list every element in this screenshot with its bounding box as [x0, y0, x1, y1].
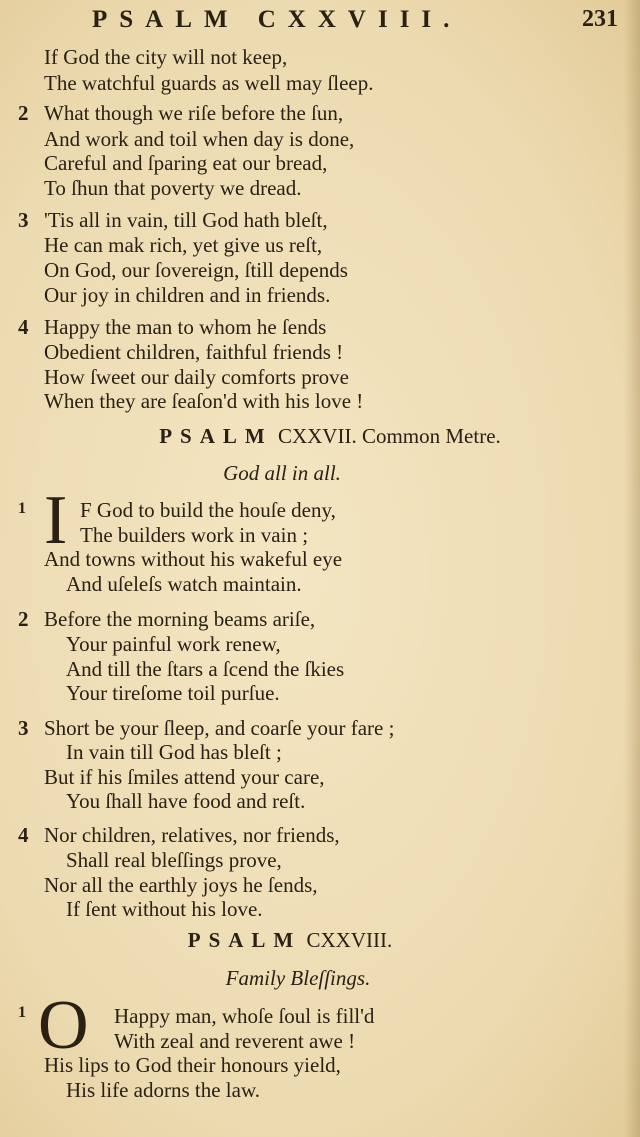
running-head: PSALM CXXVIII. — [92, 6, 462, 33]
verse-line: What though we riſe before the ſun, — [44, 101, 344, 125]
stanza-number: 3 — [18, 716, 29, 740]
verse-line: The watchful guards as well may ſleep. — [44, 71, 374, 95]
verse-line: Happy the man to whom he ſends — [44, 315, 327, 339]
psalm-subtitle: God all in all. — [223, 461, 341, 485]
psalm-heading-number: CXXVII. Common Metre. — [277, 424, 501, 448]
psalm-heading-word: PSALM — [159, 424, 273, 448]
verse-line: His lips to God their honours yield, — [44, 1053, 341, 1077]
verse-line: If God the city will not keep, — [44, 45, 288, 69]
stanza-number: 3 — [18, 208, 29, 232]
verse-line: And till the ſtars a ſcend the ſkies — [66, 657, 345, 681]
stanza-number: 1 — [18, 1004, 26, 1021]
verse-line: Our joy in children and in friends. — [44, 283, 331, 307]
verse-line: And uſeleſs watch maintain. — [66, 572, 302, 596]
verse-line: Nor all the earthly joys he ſends, — [44, 873, 318, 897]
page-header — [0, 4, 640, 40]
verse-line: On God, our ſovereign, ſtill depends — [44, 258, 348, 282]
verse-line: The builders work in vain ; — [80, 523, 309, 547]
verse-line: You ſhall have food and reſt. — [66, 789, 306, 813]
stanza-number: 4 — [18, 315, 29, 339]
verse-line: If ſent without his love. — [66, 897, 263, 921]
verse-line: And towns without his wakeful eye — [44, 547, 343, 571]
verse-line: Your tireſome toil purſue. — [66, 681, 280, 705]
verse-line: 'Tis all in vain, till God hath bleſt, — [44, 208, 328, 232]
psalm-heading-word: PSALM — [187, 928, 302, 952]
psalm-subtitle: Family Bleſſings. — [225, 966, 371, 990]
stanza-number: 1 — [18, 500, 26, 517]
verse-line: How ſweet our daily comforts prove — [44, 365, 350, 389]
drop-cap: O — [38, 987, 89, 1064]
psalm-heading-number: CXXVIII. — [306, 928, 393, 952]
page-number: 231 — [582, 6, 618, 32]
verse-line: And work and toil when day is done, — [44, 127, 355, 151]
stanza-number: 4 — [18, 823, 29, 847]
verse-line: When they are ſeaſon'd with his love ! — [44, 389, 364, 413]
stanza-number: 2 — [18, 101, 29, 125]
verse-line: Before the morning beams ariſe, — [44, 607, 316, 631]
verse-line: To ſhun that poverty we dread. — [44, 176, 302, 200]
verse-line: Happy man, whoſe ſoul is fill'd — [114, 1004, 375, 1028]
verse-line: With zeal and reverent awe ! — [114, 1029, 356, 1053]
verse-line: F God to build the houſe deny, — [80, 498, 336, 522]
stanza-number: 2 — [18, 607, 29, 631]
verse-line: In vain till God has bleſt ; — [66, 740, 282, 764]
verse-line: Careful and ſparing eat our bread, — [44, 151, 328, 175]
verse-line: But if his ſmiles attend your care, — [44, 765, 325, 789]
verse-line: Nor children, relatives, nor friends, — [44, 823, 340, 847]
verse-line: Obedient children, faithful friends ! — [44, 340, 344, 364]
verse-line: His life adorns the law. — [66, 1078, 261, 1102]
verse-line: Your painful work renew, — [66, 632, 281, 656]
verse-line: He can mak rich, yet give us reſt, — [44, 233, 323, 257]
psalm-heading — [10, 424, 640, 449]
psalm-heading — [0, 928, 610, 953]
verse-line: Shall real bleſſings prove, — [66, 848, 282, 872]
drop-cap: I — [44, 482, 68, 559]
verse-line: Short be your ſleep, and coarſe your fare ; — [44, 716, 395, 740]
